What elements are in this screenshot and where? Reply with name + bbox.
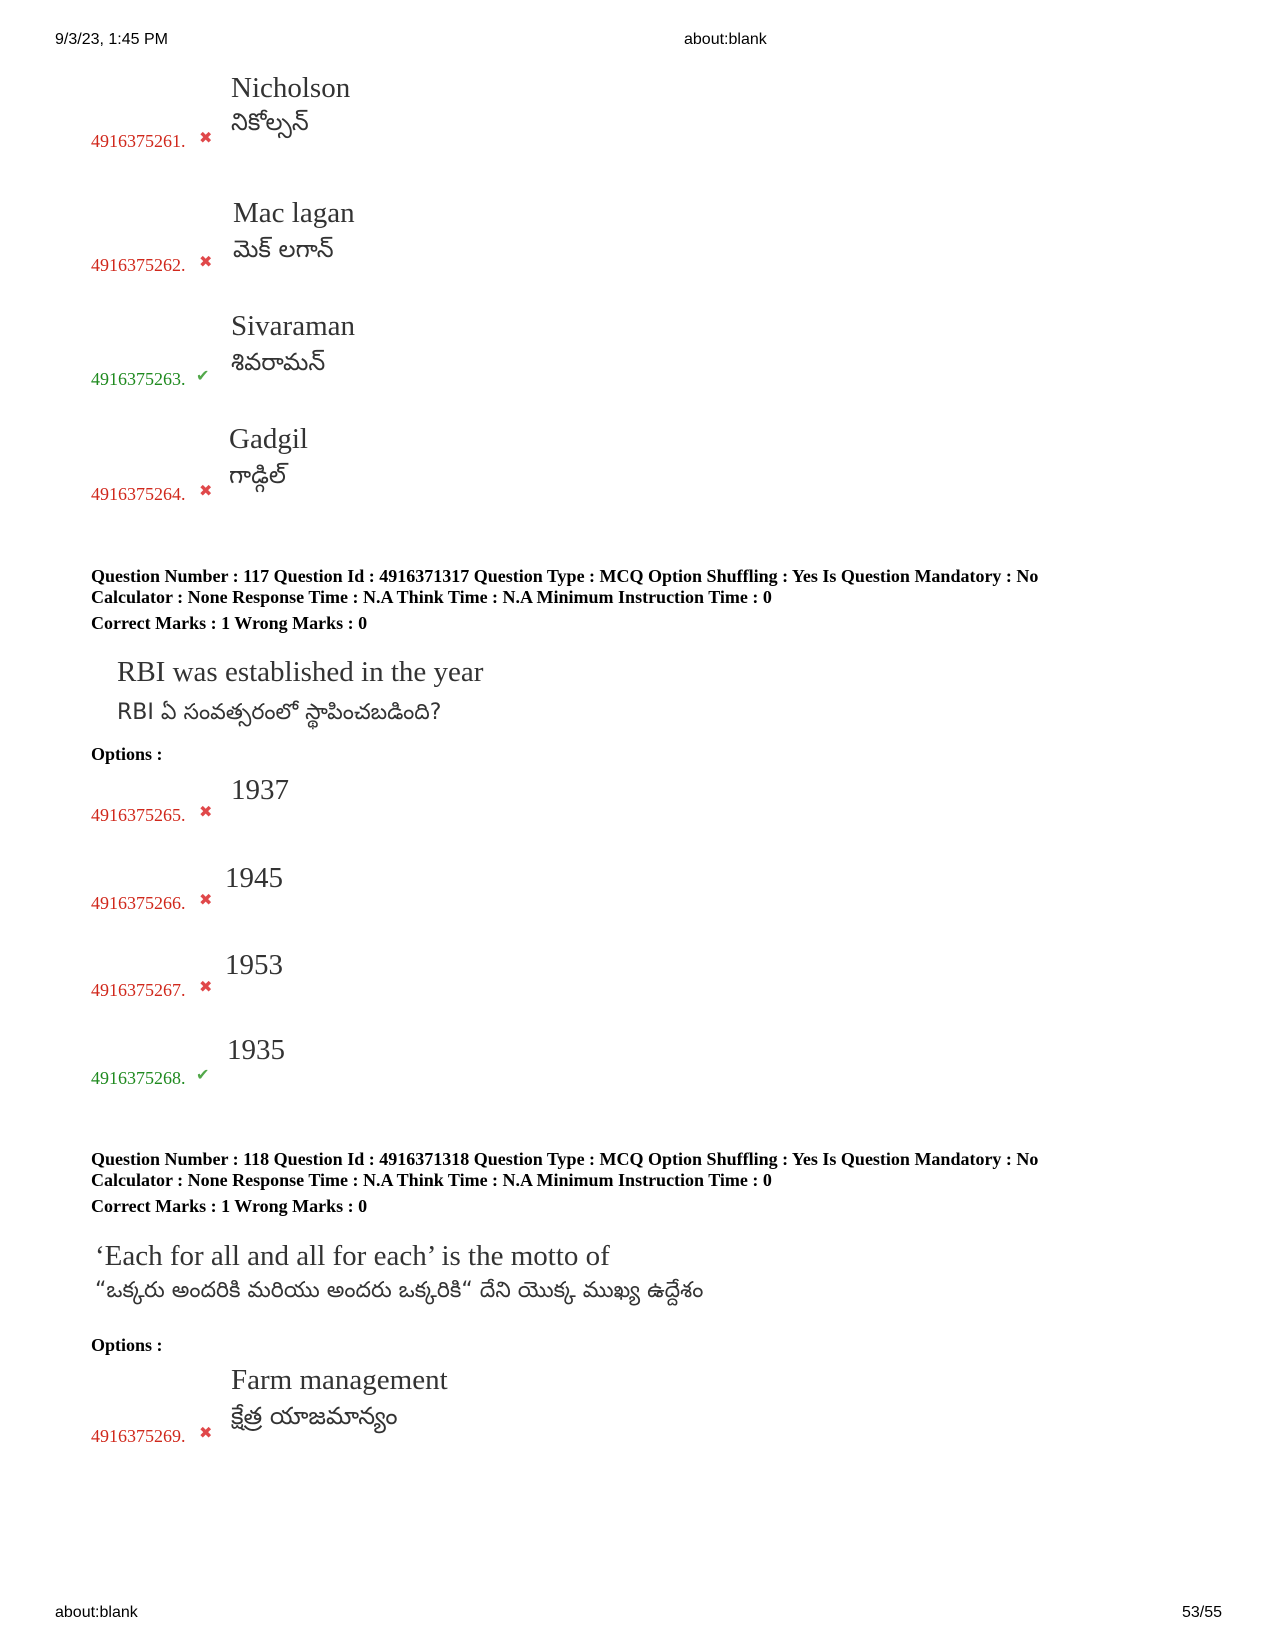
option-text-te: శివరామన్ [231, 348, 326, 376]
option-text-en: Gadgil [229, 423, 308, 455]
option-id: 4916375263. [91, 369, 186, 389]
question-meta-line2: Calculator : None Response Time : N.A Think Time : N.A Minimum Instruction Time : 0 [91, 587, 772, 607]
option-id: 4916375267. [91, 980, 186, 1000]
cross-icon: ✖ [199, 481, 213, 500]
option-text-en: Sivaraman [231, 310, 356, 342]
question-meta-line2: Calculator : None Response Time : N.A Think Time : N.A Minimum Instruction Time : 0 [91, 1170, 772, 1190]
cross-icon: ✖ [199, 252, 213, 271]
question-text-en: RBI was established in the year [117, 656, 484, 688]
option-id: 4916375265. [91, 805, 186, 825]
option-text-te: మెక్ లగాన్ [233, 235, 334, 263]
option-text-te: గాడ్గిల్ [229, 461, 286, 489]
check-icon: ✔ [196, 366, 210, 385]
options-label: Options : [91, 1335, 163, 1355]
option-text-te: నికోల్సన్ [231, 108, 309, 136]
option-value: 1953 [225, 949, 283, 981]
question-marks: Correct Marks : 1 Wrong Marks : 0 [91, 1196, 368, 1216]
option-text-en: Mac lagan [233, 197, 355, 229]
cross-icon: ✖ [199, 890, 213, 909]
option-id: 4916375261. [91, 131, 186, 151]
cross-icon: ✖ [199, 128, 213, 147]
page-number: 53/55 [1182, 1604, 1223, 1621]
question-marks: Correct Marks : 1 Wrong Marks : 0 [91, 613, 368, 633]
question-text-en: ‘Each for all and all for each’ is the motto of [95, 1240, 610, 1272]
question-text-te: RBI ఏ సంవత్సరంలో స్థాపించబడింది? [117, 700, 442, 725]
option-text-en: Farm management [231, 1364, 448, 1396]
option-value: 1937 [231, 774, 289, 806]
option-text-te: క్షేత్ర యాజమాన్యం [231, 1402, 398, 1430]
options-label: Options : [91, 744, 163, 764]
option-id: 4916375264. [91, 484, 186, 504]
cross-icon: ✖ [199, 802, 213, 821]
check-icon: ✔ [196, 1065, 210, 1084]
print-url: about:blank [684, 31, 767, 48]
cross-icon: ✖ [199, 1423, 213, 1442]
question-meta-line1: Question Number : 118 Question Id : 4916371318 Question Type : MCQ Option Shuffling : Yes Is Question Mandatory : No [91, 1149, 1039, 1169]
question-text-te: “ఒక్కరు అందరికి మరియు అందరు ఒక్కరికి“ దేని యొక్క ముఖ్య ఉద్దేశం [95, 1278, 704, 1303]
option-value: 1945 [225, 862, 283, 894]
option-value: 1935 [227, 1034, 285, 1066]
option-id: 4916375268. [91, 1068, 186, 1088]
option-id: 4916375262. [91, 255, 186, 275]
question-meta-line1: Question Number : 117 Question Id : 4916371317 Question Type : MCQ Option Shuffling : Yes Is Question Mandatory : No [91, 566, 1039, 586]
print-footer-url: about:blank [55, 1604, 138, 1621]
option-text-en: Nicholson [231, 72, 351, 104]
option-id: 4916375269. [91, 1426, 186, 1446]
cross-icon: ✖ [199, 977, 213, 996]
option-id: 4916375266. [91, 893, 186, 913]
print-datetime: 9/3/23, 1:45 PM [55, 31, 168, 48]
